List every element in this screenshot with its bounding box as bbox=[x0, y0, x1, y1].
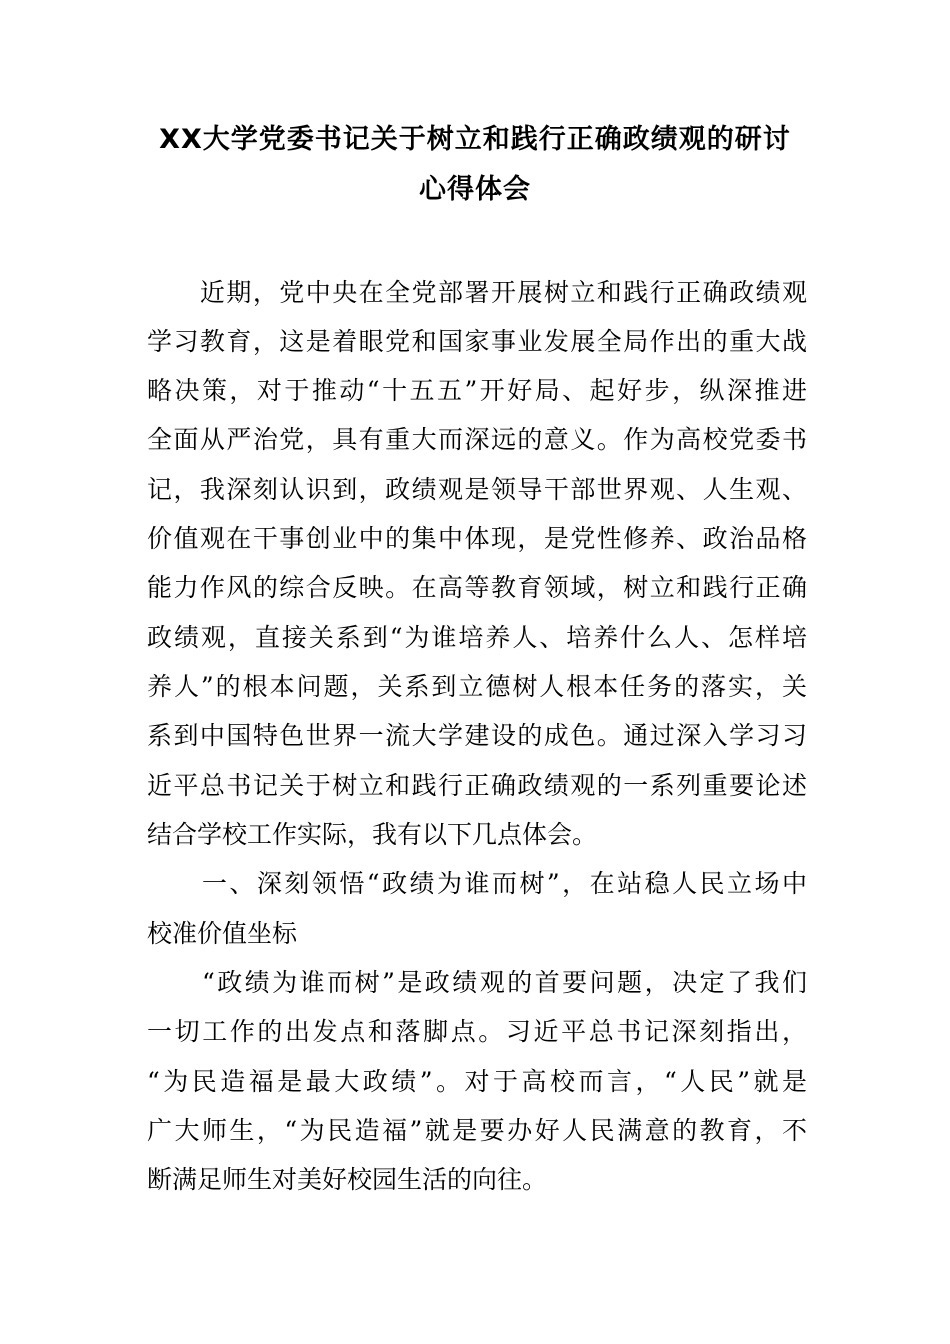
paragraph-1-line-12: 结合学校工作实际，我有以下几点体会。 bbox=[147, 820, 598, 849]
document-title-line-2: 心得体会 bbox=[419, 174, 531, 205]
paragraph-2-line-5: 断满足师生对美好校园生活的向往。 bbox=[147, 1165, 548, 1194]
paragraph-1-line-6: 价值观在干事创业中的集中体现，是党性修养、政治品格 bbox=[147, 524, 807, 553]
document-title-line-1: XX大学党委书记关于树立和践行正确政绩观的研讨 bbox=[159, 124, 791, 155]
paragraph-1-line-4: 全面从严治党，具有重大而深远的意义。作为高校党委书 bbox=[147, 425, 807, 454]
section-heading-1-line-1: 一、深刻领悟“政绩为谁而树”，在站稳人民立场中 bbox=[147, 869, 807, 898]
paragraph-1-line-2: 学习教育，这是着眼党和国家事业发展全局作出的重大战 bbox=[147, 327, 807, 356]
paragraph-1-line-1: 近期，党中央在全党部署开展树立和践行正确政绩观 bbox=[147, 278, 807, 307]
paragraph-1-line-8: 政绩观，直接关系到“为谁培养人、培养什么人、怎样培 bbox=[147, 623, 807, 652]
paragraph-2-line-3: “为民造福是最大政绩”。对于高校而言，“人民”就是 bbox=[147, 1067, 807, 1096]
paragraph-1-line-11: 近平总书记关于树立和践行正确政绩观的一系列重要论述 bbox=[147, 771, 807, 800]
paragraph-1-line-9: 养人”的根本问题，关系到立德树人根本任务的落实，关 bbox=[147, 672, 807, 701]
paragraph-1-line-3: 略决策，对于推动“十五五”开好局、起好步，纵深推进 bbox=[147, 376, 807, 405]
paragraph-1-line-7: 能力作风的综合反映。在高等教育领域，树立和践行正确 bbox=[147, 573, 807, 602]
section-heading-1-line-2: 校准价值坐标 bbox=[147, 919, 298, 948]
paragraph-2-line-1: “政绩为谁而树”是政绩观的首要问题，决定了我们 bbox=[147, 968, 807, 997]
paragraph-1-line-5: 记，我深刻认识到，政绩观是领导干部世界观、人生观、 bbox=[147, 475, 807, 504]
paragraph-2-line-2: 一切工作的出发点和落脚点。习近平总书记深刻指出， bbox=[147, 1017, 807, 1046]
paragraph-2-line-4: 广大师生，“为民造福”就是要办好人民满意的教育，不 bbox=[147, 1116, 807, 1145]
paragraph-1-line-10: 系到中国特色世界一流大学建设的成色。通过深入学习习 bbox=[147, 721, 807, 750]
